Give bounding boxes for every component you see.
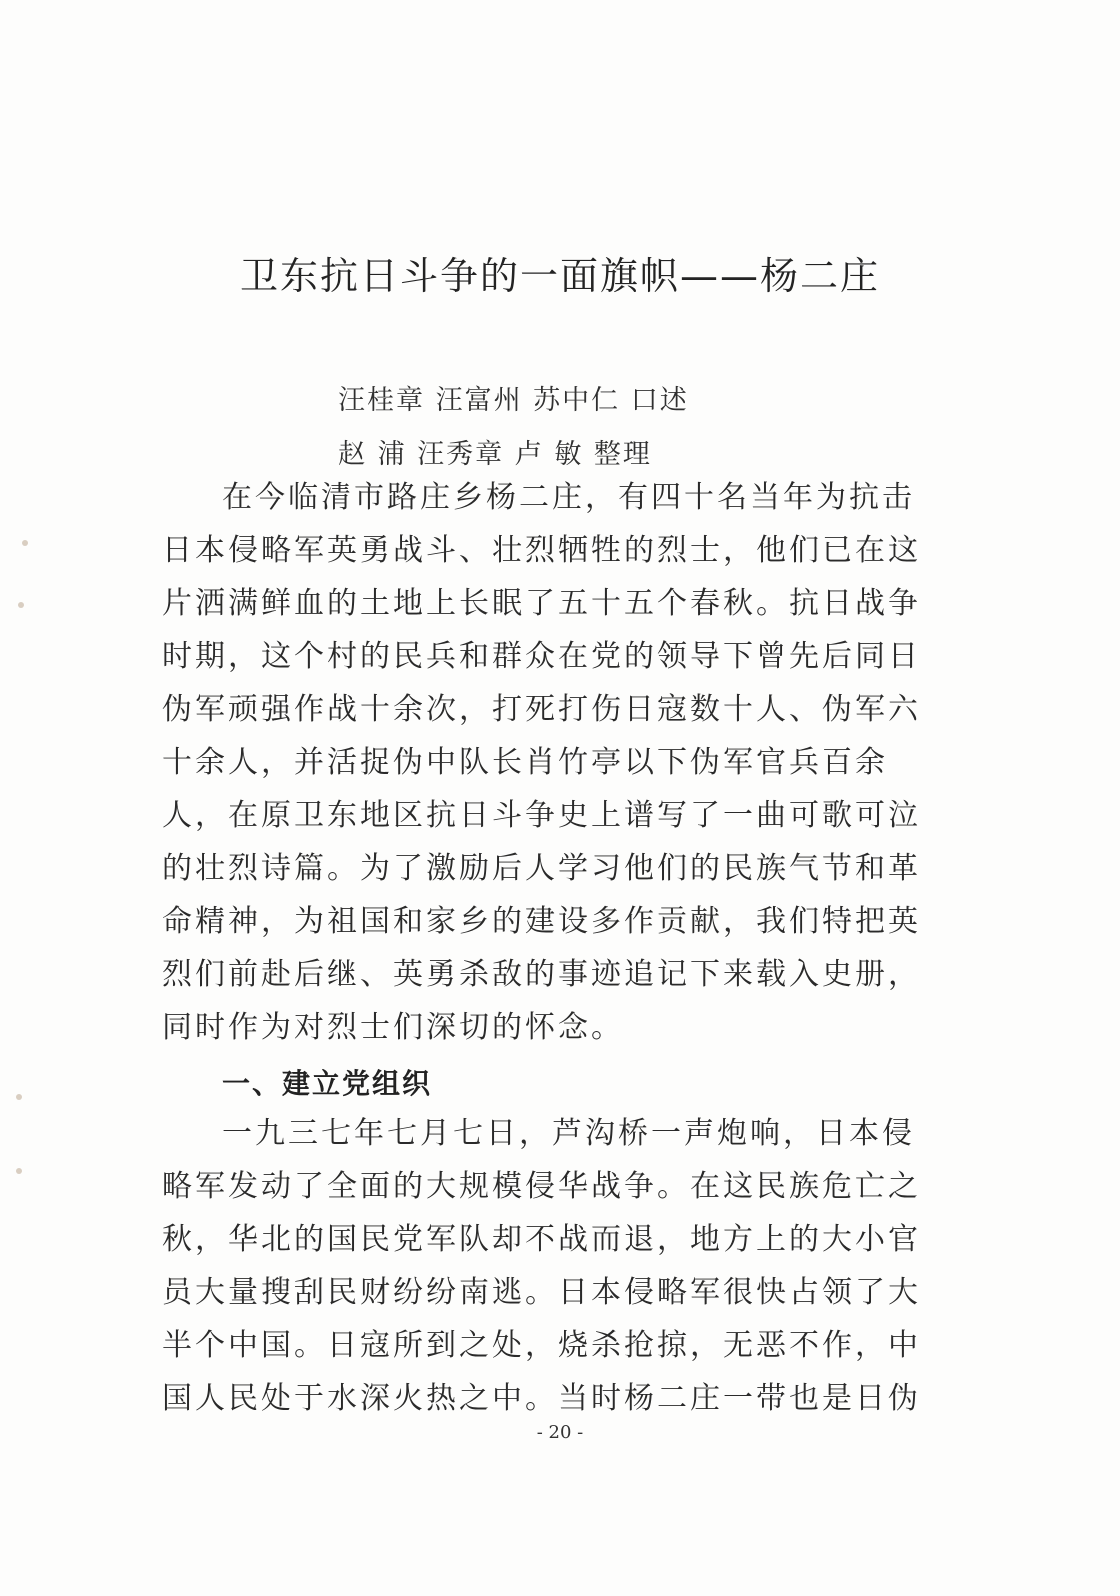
paragraph-1-line: 命精神，为祖国和家乡的建设多作贡献，我们特把英 <box>162 904 921 939</box>
paragraph-1-line: 在今临清市路庄乡杨二庄，有四十名当年为抗击 <box>222 480 915 515</box>
paragraph-2-line: 秋，华北的国民党军队却不战而退，地方上的大小官 <box>162 1222 921 1257</box>
scan-speck <box>16 1168 22 1174</box>
section-heading: 一、建立党组织 <box>222 1067 433 1100</box>
paragraph-2-line: 略军发动了全面的大规模侵华战争。在这民族危亡之 <box>162 1169 921 1204</box>
paragraph-1-line: 片洒满鲜血的土地上长眠了五十五个春秋。抗日战争 <box>162 586 921 621</box>
scan-speck <box>22 540 28 546</box>
paragraph-1-line: 十余人，并活捉伪中队长肖竹亭以下伪军官兵百余 <box>162 745 888 780</box>
paragraph-1-line: 人，在原卫东地区抗日斗争史上谱写了一曲可歌可泣 <box>162 798 921 833</box>
scan-speck <box>18 602 24 608</box>
paragraph-2-line: 一九三七年七月七日，芦沟桥一声炮响，日本侵 <box>222 1116 915 1151</box>
paragraph-2-line: 国人民处于水深火热之中。当时杨二庄一带也是日伪 <box>162 1381 921 1416</box>
paragraph-1-line: 的壮烈诗篇。为了激励后人学习他们的民族气节和革 <box>162 851 921 886</box>
paragraph-2-line: 员大量搜刮民财纷纷南逃。日本侵略军很快占领了大 <box>162 1275 921 1310</box>
byline-editors: 赵 浦 汪秀章 卢 敏 整理 <box>338 439 652 470</box>
byline-narrators: 汪桂章 汪富州 苏中仁 口述 <box>338 385 689 416</box>
paragraph-2-line: 半个中国。日寇所到之处，烧杀抢掠，无恶不作，中 <box>162 1328 921 1363</box>
scan-speck <box>16 1094 22 1100</box>
paragraph-1-line: 日本侵略军英勇战斗、壮烈牺牲的烈士，他们已在这 <box>162 533 921 568</box>
article-title: 卫东抗日斗争的一面旗帜——杨二庄 <box>239 254 880 298</box>
paragraph-1-line: 同时作为对烈士们深切的怀念。 <box>162 1010 624 1045</box>
paragraph-1-line: 烈们前赴后继、英勇杀敌的事迹追记下来载入史册， <box>162 957 921 992</box>
paragraph-1-line: 时期，这个村的民兵和群众在党的领导下曾先后同日 <box>162 639 921 674</box>
page-number: - 20 - <box>536 1422 584 1443</box>
paragraph-1-line: 伪军顽强作战十余次，打死打伤日寇数十人、伪军六 <box>162 692 921 727</box>
